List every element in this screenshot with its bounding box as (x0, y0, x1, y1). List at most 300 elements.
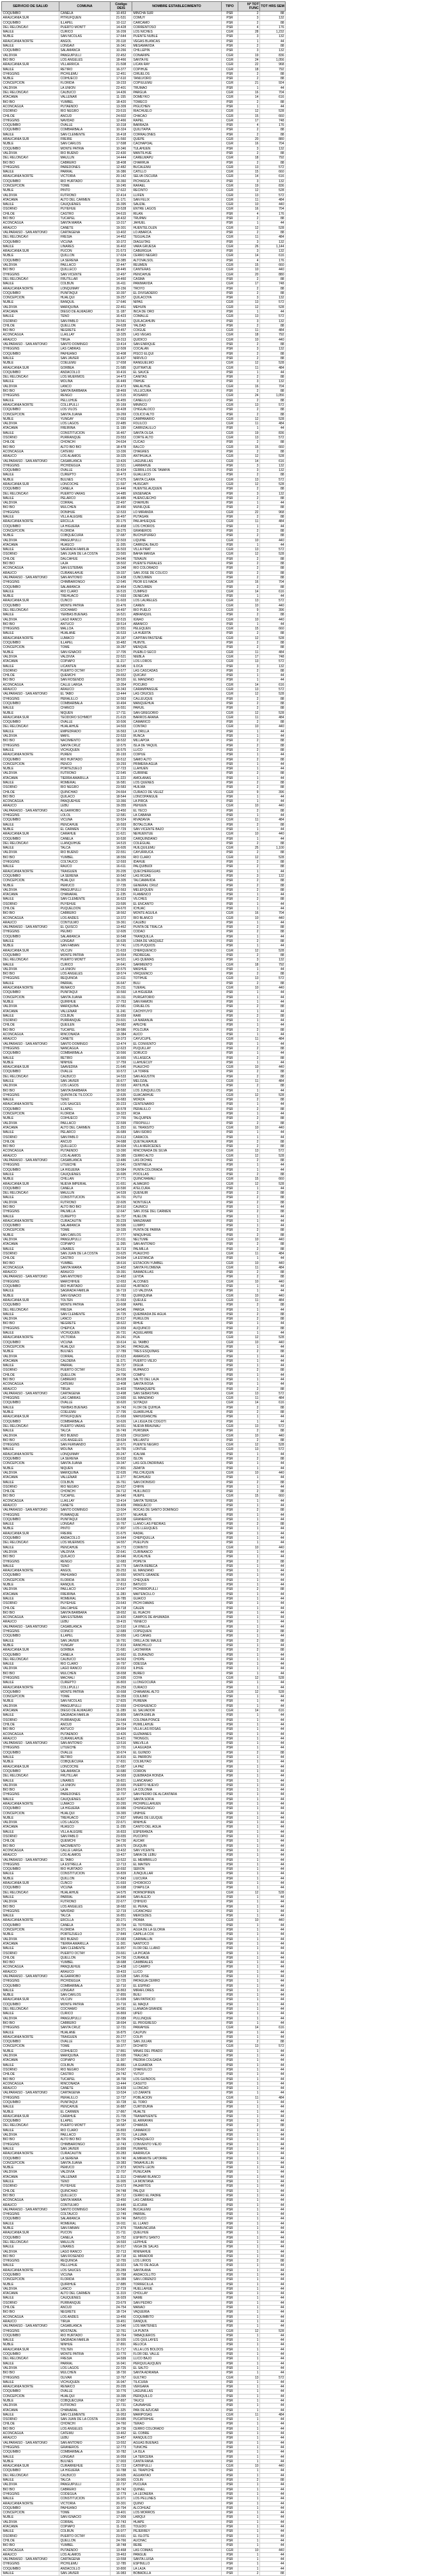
cell-servicio: VALPARAISO - SAN ANTONIO (2, 1974, 59, 1978)
cell-codigo: 14-428 (111, 25, 132, 29)
cell-hrs: 44 (260, 2035, 286, 2039)
cell-hrs: 88 (260, 230, 286, 235)
cell-func: 1 (238, 2128, 260, 2133)
cell-comuna: LINARES (59, 1247, 111, 1251)
cell-hrs: 44 (260, 934, 286, 939)
cell-func: 2 (238, 1522, 260, 1527)
cell-comuna: PELLUHUE (59, 398, 111, 403)
cell-comuna: RIO BUENO (59, 1937, 111, 1941)
cell-tipo: PSR (222, 2254, 238, 2258)
cell-codigo: 16-563 (111, 729, 132, 734)
cell-codigo: 20-253 (111, 1569, 132, 1573)
cell-comuna: LOS VILOS (59, 408, 111, 412)
cell-func: 10 (238, 337, 260, 342)
cell-servicio: CONCEPCION (2, 1462, 59, 1466)
cell-func: 2 (238, 2478, 260, 2483)
cell-tipo: PSR (222, 1210, 238, 1214)
cell-func: 1 (238, 1764, 260, 1769)
cell-func: 2 (238, 953, 260, 957)
cell-hrs: 44 (260, 501, 286, 505)
cell-func: 1 (238, 1961, 260, 1965)
cell-comuna: SANTA BARBARA (59, 1088, 111, 1093)
table-row (2, 1214, 286, 1219)
cell-servicio: BIO BIO (2, 911, 59, 916)
table-row (2, 197, 286, 202)
cell-func: 2 (238, 12, 260, 16)
table-row (2, 1881, 286, 1886)
cell-func: 2 (238, 757, 260, 762)
cell-tipo: PSR (222, 753, 238, 757)
cell-comuna: HUALAÑE (59, 631, 111, 636)
cell-func: 1 (238, 2161, 260, 2165)
table-row (2, 1797, 286, 1801)
cell-hrs: 132 (260, 16, 286, 20)
cell-func: 13 (238, 477, 260, 482)
cell-tipo: PSR (222, 1816, 238, 1820)
cell-tipo: PSR (222, 837, 238, 841)
table-row (2, 2259, 286, 2264)
cell-codigo: 13-504 (111, 1508, 132, 1513)
cell-nombre: HUELLAHUE (132, 2287, 222, 2291)
cell-func: 2 (238, 1098, 260, 1102)
cell-func: 1 (238, 729, 260, 734)
cell-tipo: PSR (222, 515, 238, 520)
cell-nombre: SALTO DEL LAJA (132, 1377, 222, 1382)
cell-codigo: 12-755 (111, 2259, 132, 2264)
cell-hrs: 44 (260, 1788, 286, 1793)
cell-hrs: 44 (260, 2063, 286, 2067)
cell-hrs: 528 (260, 855, 286, 860)
cell-comuna: CURANILAHUE (59, 571, 111, 575)
cell-tipo: PSR (222, 2347, 238, 2352)
cell-hrs: 88 (260, 1028, 286, 1032)
cell-comuna: COCHAMO (59, 608, 111, 613)
cell-hrs: 44 (260, 2333, 286, 2338)
table-row (2, 1601, 286, 1606)
cell-servicio: COQUIMBO (2, 720, 59, 725)
cell-codigo: 18-640 (111, 1494, 132, 1499)
cell-comuna: DIEGO DE ALMAGRO (59, 1709, 111, 1713)
cell-tipo: PSR (222, 1317, 238, 1322)
cell-nombre: SANTA TERESA (132, 1499, 222, 1503)
cell-servicio: O'HIGGINS (2, 860, 59, 865)
cell-comuna: PUNITAQUI (59, 1517, 111, 1522)
table-row (2, 2067, 286, 2072)
cell-comuna: RINCONADA (59, 2081, 111, 2086)
cell-comuna: VALLENAR (59, 1476, 111, 1480)
cell-nombre: LOS LIRIOS (132, 2259, 222, 2264)
cell-servicio: ÑUBLE (2, 2166, 59, 2170)
cell-codigo: 18-532 (111, 739, 132, 743)
cell-codigo: 21-675 (111, 1531, 132, 1536)
cell-servicio: VALDIVIA (2, 617, 59, 622)
table-row (2, 1643, 286, 1647)
cell-comuna: CORRAL (59, 1354, 111, 1359)
cell-nombre: IGNAO (132, 617, 222, 622)
cell-nombre: SANTA CLARA (132, 477, 222, 482)
cell-nombre: LA PUNTA (132, 2329, 222, 2333)
cell-nombre: LAS CABRAS (132, 2198, 222, 2203)
cell-nombre: EL MANZANO (132, 1396, 222, 1401)
cell-nombre: NILAHUE (132, 1513, 222, 1517)
cell-codigo: 16-779 (111, 1564, 132, 1568)
cell-hrs: 44 (260, 1988, 286, 1993)
cell-func: 12 (238, 1336, 260, 1340)
table-row (2, 645, 286, 650)
cell-hrs: 44 (260, 2207, 286, 2212)
cell-hrs: 88 (260, 1200, 286, 1205)
cell-comuna: PUERTO MONTT (59, 25, 111, 29)
table-row (2, 1741, 286, 1746)
cell-servicio: MAULE (2, 1639, 59, 1643)
cell-comuna: SAN PABLO (59, 319, 111, 323)
cell-codigo: 18-616 (111, 1261, 132, 1265)
cell-tipo: PSR (222, 822, 238, 827)
cell-tipo: PSR (222, 1867, 238, 1872)
cell-comuna: RIO BUENO (59, 1433, 111, 1438)
table-row (2, 515, 286, 520)
table-row (2, 2473, 286, 2478)
cell-nombre: SORUCO (132, 1051, 222, 1056)
cell-comuna: RENGO (59, 1559, 111, 1564)
table-row (2, 2385, 286, 2389)
table-row (2, 976, 286, 981)
cell-servicio: COQUIMBO (2, 1107, 59, 1111)
cell-comuna: PUTAENDO (59, 104, 111, 109)
cell-func: 11 (238, 1037, 260, 1042)
cell-codigo: 12-713 (111, 1862, 132, 1867)
table-row (2, 524, 286, 528)
cell-servicio: MAULE (2, 1312, 59, 1316)
cell-nombre: LA COLONIA (132, 1788, 222, 1793)
cell-nombre: PERQUILAUQUEN (132, 2361, 222, 2366)
cell-func: 12 (238, 636, 260, 640)
cell-comuna: PUERTO OCTAY (59, 2534, 111, 2538)
cell-nombre: BUCHUPUREO (132, 534, 222, 538)
cell-codigo: 22-743 (111, 2520, 132, 2524)
cell-comuna: MOLINA (59, 380, 111, 384)
cell-codigo: 11-295 (111, 1825, 132, 1830)
cell-hrs: 44 (260, 1881, 286, 1886)
cell-comuna: CAUQUENES (59, 1172, 111, 1176)
cell-tipo: PSR (222, 217, 238, 221)
cell-tipo: PSR (222, 2432, 238, 2436)
cell-codigo: 18-445 (111, 268, 132, 272)
table-row (2, 258, 286, 263)
cell-hrs: 44 (260, 2221, 286, 2226)
cell-nombre: LA LIGUA DE COGOTI (132, 1419, 222, 1424)
cell-nombre: LARQUI (132, 2515, 222, 2520)
cell-comuna: FLORIDA (59, 2278, 111, 2282)
cell-hrs: 44 (260, 2399, 286, 2403)
cell-hrs: 44 (260, 1476, 286, 1480)
cell-nombre: VEGAS BLANCAS (132, 39, 222, 43)
table-row (2, 1182, 286, 1186)
cell-nombre: CAMPOS DE AHUMADA (132, 1616, 222, 1620)
cell-comuna: TOME (59, 2044, 111, 2049)
cell-tipo: CGR (222, 1336, 238, 1340)
cell-codigo: 22-599 (111, 1121, 132, 1125)
cell-codigo: 12-737 (111, 2095, 132, 2100)
cell-func: 10 (238, 538, 260, 543)
cell-hrs: 132 (260, 35, 286, 39)
cell-hrs: 44 (260, 1307, 286, 1312)
cell-func: 1 (238, 1821, 260, 1825)
cell-servicio: MAULE (2, 132, 59, 137)
table-row (2, 1499, 286, 1503)
cell-tipo: PSR (222, 2426, 238, 2431)
cell-servicio: O'HIGGINS (2, 2095, 59, 2100)
table-row (2, 1722, 286, 1727)
cell-nombre: PUENTE NEGRO (132, 1443, 222, 1447)
cell-nombre: PUNTA COLORADA (132, 1168, 222, 1172)
cell-comuna: QUELLON (59, 1955, 111, 1960)
table-row (2, 1895, 286, 1899)
cell-comuna: CASABLANCA (59, 459, 111, 463)
cell-tipo: PSR (222, 1364, 238, 1368)
cell-nombre: CORRENTOSO (132, 25, 222, 29)
cell-hrs: 44 (260, 776, 286, 780)
table-row (2, 282, 286, 286)
table-row (2, 2264, 286, 2268)
cell-func: 11 (238, 197, 260, 202)
cell-tipo: PSR (222, 323, 238, 328)
table-row (2, 1559, 286, 1564)
table-row (2, 2394, 286, 2398)
cell-func: 1 (238, 753, 260, 757)
cell-hrs: 440 (260, 1433, 286, 1438)
cell-comuna: CARTAGENA (59, 1391, 111, 1396)
cell-codigo: 13-390 (111, 1149, 132, 1153)
table-row (2, 743, 286, 748)
cell-servicio: VALPARAISO - SAN ANTONIO (2, 575, 59, 580)
cell-comuna: LONGAVI (59, 2455, 111, 2459)
cell-codigo: 23-528 (111, 207, 132, 212)
cell-servicio: OSORNO (2, 1951, 59, 1955)
cell-func: 1 (238, 1886, 260, 1890)
cell-tipo: PSR (222, 799, 238, 804)
cell-codigo: 10-644 (111, 1536, 132, 1541)
cell-codigo: 10-324 (111, 128, 132, 132)
cell-hrs: 88 (260, 1233, 286, 1237)
table-row (2, 654, 286, 659)
cell-hrs: 44 (260, 1839, 286, 1844)
cell-hrs: 792 (260, 333, 286, 337)
cell-codigo: 16-755 (111, 1447, 132, 1452)
cell-codigo: 10-542 (111, 874, 132, 878)
cell-comuna: MAULLIN (59, 1191, 111, 1196)
cell-func: 1 (238, 1988, 260, 1993)
cell-servicio: CONCEPCION (2, 762, 59, 766)
table-row (2, 697, 286, 701)
table-row (2, 1340, 286, 1345)
cell-tipo: CGR (222, 459, 238, 463)
cell-codigo: 17-849 (111, 1932, 132, 1937)
cell-func: 1 (238, 1993, 260, 1998)
table-row (2, 189, 286, 193)
cell-servicio: ARAUCANIA NORTE (2, 2152, 59, 2156)
cell-nombre: COYA (132, 1676, 222, 1680)
cell-codigo: 16-411 (111, 282, 132, 286)
cell-servicio: COQUIMBO (2, 2040, 59, 2044)
cell-tipo: PSR (222, 1112, 238, 1116)
cell-hrs: 616 (260, 174, 286, 179)
cell-tipo: PSR (222, 1466, 238, 1470)
cell-codigo: 12-707 (111, 1793, 132, 1797)
cell-hrs: 44 (260, 1797, 286, 1801)
table-row (2, 1125, 286, 1130)
cell-servicio: BIO BIO (2, 160, 59, 165)
cell-codigo: 22-665 (111, 1783, 132, 1787)
cell-comuna: SAN VICENTE (59, 272, 111, 277)
cell-comuna: MONTE PATRIA (59, 146, 111, 151)
cell-func: 1 (238, 2361, 260, 2366)
cell-hrs: 880 (260, 272, 286, 277)
table-row (2, 566, 286, 571)
cell-tipo: PSR (222, 1405, 238, 1410)
cell-tipo: PSR (222, 2469, 238, 2473)
cell-comuna: EL QUISCO (59, 925, 111, 930)
cell-tipo: CGR (222, 2044, 238, 2049)
cell-tipo: PSR (222, 1559, 238, 1564)
cell-tipo: PSR (222, 1462, 238, 1466)
cell-nombre: COLPI (132, 2035, 222, 2039)
cell-servicio: DEL RELONCAVI (2, 958, 59, 962)
cell-codigo: 16-809 (111, 1713, 132, 1718)
table-row (2, 1410, 286, 1415)
cell-tipo: PSR (222, 179, 238, 183)
cell-codigo: 19-427 (111, 1853, 132, 1858)
cell-codigo: 16-341 (111, 44, 132, 49)
cell-codigo: 22-485 (111, 422, 132, 426)
cell-comuna: LOS ANGELES (59, 2426, 111, 2431)
cell-nombre: TANAHUILLIN (132, 2161, 222, 2165)
table-row (2, 2357, 286, 2361)
cell-servicio: DEL RELONCAVI (2, 1191, 59, 1196)
cell-func: 17 (238, 118, 260, 123)
cell-comuna: QUILACO (59, 794, 111, 799)
cell-func: 4 (238, 212, 260, 216)
cell-func: 1 (238, 1531, 260, 1536)
cell-codigo: 21-705 (111, 2114, 132, 2118)
cell-hrs: 44 (260, 2562, 286, 2566)
cell-tipo: PSR (222, 2571, 238, 2575)
cell-nombre: LLANCANAO (132, 1778, 222, 1783)
cell-nombre: DIAGUITAS (132, 240, 222, 244)
cell-func: 2 (238, 841, 260, 845)
cell-func: 1 (238, 1667, 260, 1671)
cell-comuna: ALGARROBO (59, 1974, 111, 1978)
cell-codigo: 17-897 (111, 2399, 132, 2403)
table-row (2, 1788, 286, 1793)
cell-comuna: COLTAUCO (59, 860, 111, 865)
cell-nombre: HUISCAPI (132, 482, 222, 486)
cell-nombre: PATAGUA CERRO (132, 1979, 222, 1984)
cell-servicio: OSORNO (2, 2184, 59, 2189)
cell-func: 2 (238, 1326, 260, 1330)
cell-hrs: 44 (260, 1657, 286, 1662)
cell-codigo: 23-667 (111, 2067, 132, 2072)
cell-servicio: COQUIMBO (2, 1573, 59, 1578)
cell-hrs: 704 (260, 580, 286, 585)
cell-codigo: 22-701 (111, 2133, 132, 2138)
cell-comuna: OVALLE (59, 1401, 111, 1405)
cell-servicio: CONCEPCION (2, 412, 59, 417)
cell-func: 2 (238, 44, 260, 49)
cell-tipo: CGR (222, 118, 238, 123)
table-row (2, 1923, 286, 1927)
cell-comuna: TOLTEN (59, 2347, 111, 2352)
cell-comuna: ANCUD (59, 2306, 111, 2310)
table-row (2, 1145, 286, 1149)
cell-comuna: FREIRINA (59, 426, 111, 431)
cell-servicio: CHILOE (2, 1839, 59, 1844)
cell-func: 1 (238, 2557, 260, 2562)
cell-nombre: RIACHUELO (132, 109, 222, 114)
cell-hrs: 44 (260, 2231, 286, 2235)
table-row (2, 729, 286, 734)
cell-nombre: NINQUIHUE (132, 1233, 222, 1237)
cell-tipo: CGR (222, 1401, 238, 1405)
cell-comuna: CHONCHI (59, 440, 111, 445)
cell-servicio: OSORNO (2, 1019, 59, 1023)
cell-codigo: 19-305 (111, 879, 132, 883)
cell-func: 11 (238, 520, 260, 524)
cell-tipo: PSR (222, 1722, 238, 1727)
cell-func: 3 (238, 468, 260, 473)
cell-servicio: ATACAMA (2, 1125, 59, 1130)
table-row (2, 2138, 286, 2142)
cell-tipo: CGR (222, 538, 238, 543)
cell-servicio: OSORNO (2, 1718, 59, 1722)
cell-nombre: ROCAS DE SANTO DOMINGO (132, 1508, 222, 1513)
table-row (2, 641, 286, 645)
cell-tipo: PSR (222, 2007, 238, 2012)
cell-hrs: 88 (260, 1070, 286, 1074)
cell-nombre: CANTERAS (132, 268, 222, 272)
cell-func: 12 (238, 1093, 260, 1097)
cell-nombre: TRALCAO (132, 2054, 222, 2058)
table-row (2, 725, 286, 729)
cell-codigo: 16-731 (111, 1331, 132, 1336)
cell-codigo: 22-611 (111, 1238, 132, 1242)
cell-nombre: PERALILLO (132, 1107, 222, 1111)
cell-codigo: 13-438 (111, 1965, 132, 1970)
cell-hrs: 88 (260, 286, 286, 291)
cell-tipo: PSR (222, 2016, 238, 2021)
cell-hrs: 44 (260, 1722, 286, 1727)
cell-nombre: LLIFEN (132, 193, 222, 197)
cell-hrs: 88 (260, 1107, 286, 1111)
cell-comuna: VALDIVIA (59, 654, 111, 659)
cell-comuna: LAGO RANCO (59, 1667, 111, 1671)
cell-nombre: PUAUCHO (132, 1065, 222, 1070)
cell-tipo: CGR (222, 818, 238, 822)
cell-func: 1 (238, 1802, 260, 1807)
cell-codigo: 14-515 (111, 841, 132, 845)
table-row (2, 907, 286, 911)
table-row (2, 440, 286, 445)
table-row (2, 2142, 286, 2147)
cell-func: 13 (238, 314, 260, 319)
cell-servicio: COQUIMBO (2, 2450, 59, 2455)
cell-nombre: CARCAMO (132, 20, 222, 25)
cell-servicio: OSORNO (2, 2418, 59, 2422)
cell-codigo: 10-458 (111, 524, 132, 528)
cell-hrs: 44 (260, 2511, 286, 2515)
cell-nombre: COMPU (132, 1373, 222, 1377)
cell-func: 1 (238, 2459, 260, 2464)
